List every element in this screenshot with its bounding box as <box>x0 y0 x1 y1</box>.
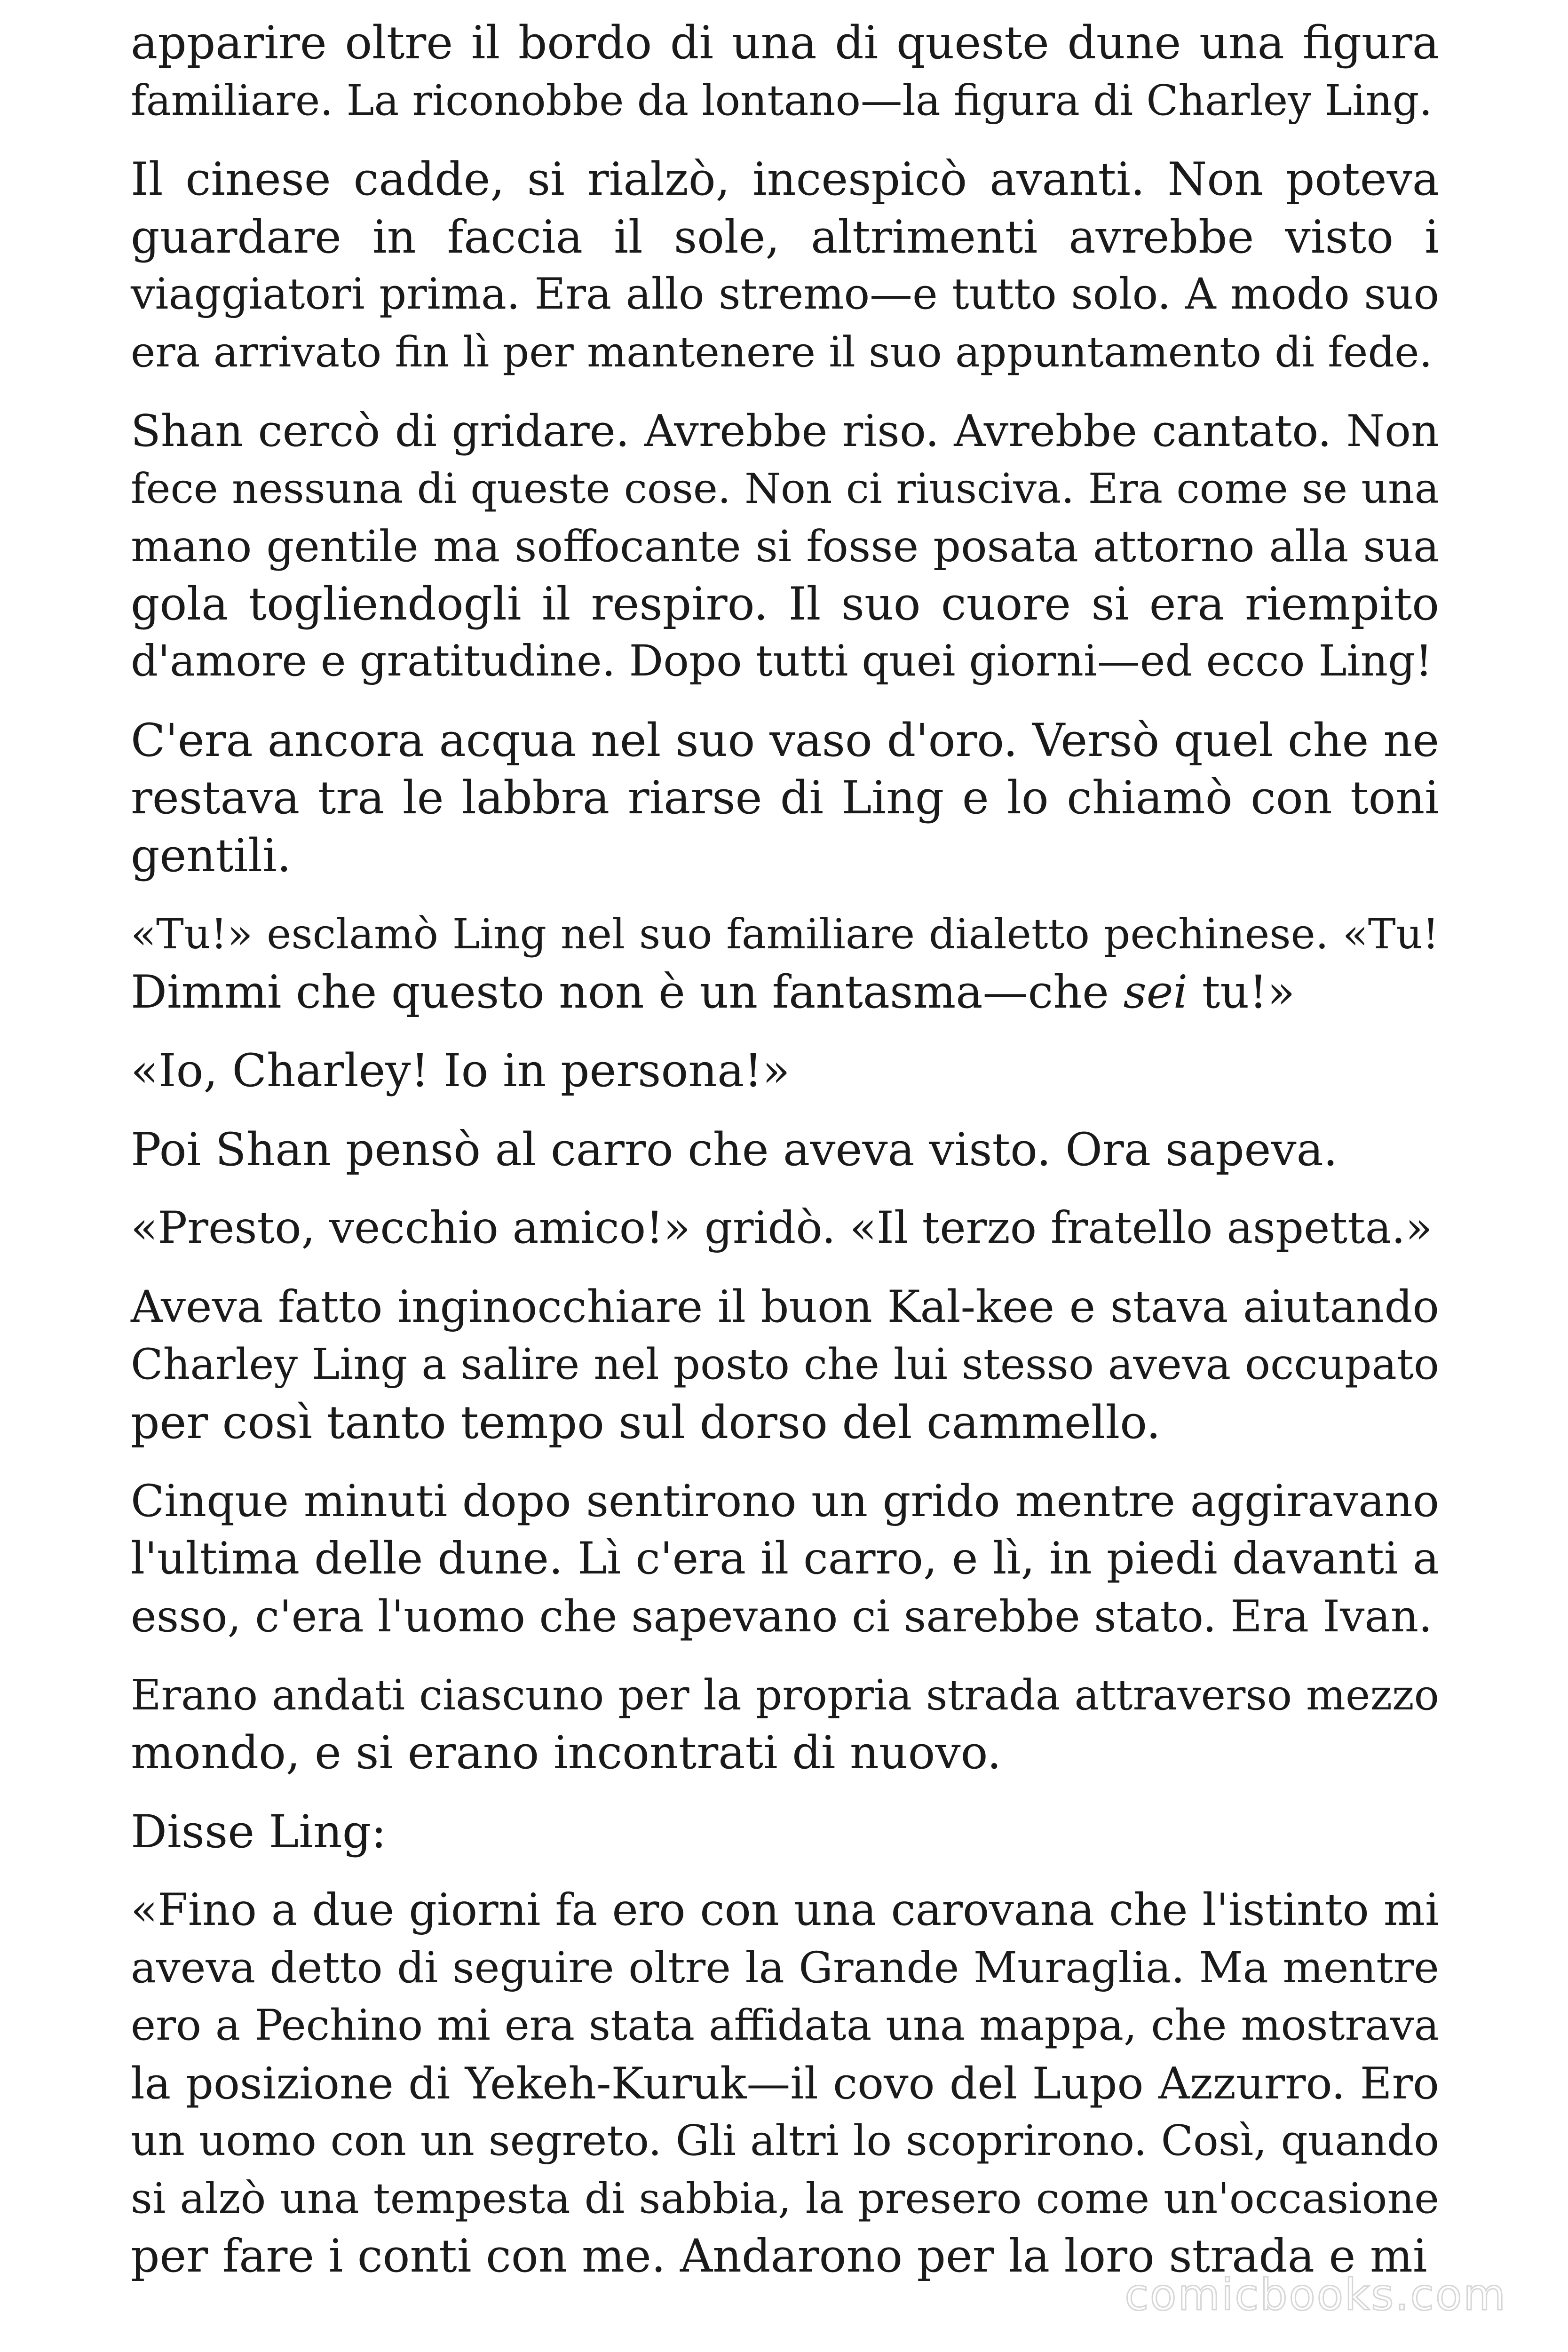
text-segment: Charley Ling a salire nel posto che lui stesso aveva occupato <box>131 1340 1439 1389</box>
text-line <box>131 575 1439 633</box>
text-segment: la posizione di Yekeh-Kuruk—il covo del Lupo Azzurro. Ero <box>131 2058 1439 2109</box>
text-segment: per fare i conti con me. Andarono per la loro strada e mi <box>131 2230 1427 2282</box>
text-line <box>131 151 1439 208</box>
text-segment: Shan cercò di gridare. Avrebbe riso. Avrebbe cantato. Non <box>131 405 1439 456</box>
text-line <box>131 2170 1439 2228</box>
paragraph <box>131 1279 1439 1452</box>
paragraph <box>131 151 1439 381</box>
text-line <box>131 324 1439 381</box>
paragraph <box>131 1803 1439 1861</box>
text-line <box>131 1042 1439 1100</box>
paragraph <box>131 402 1439 691</box>
paragraph <box>131 1472 1439 1645</box>
text-line <box>131 1530 1439 1588</box>
text-segment: «Presto, vecchio amico!» gridò. «Il terzo fratello aspetta.» <box>131 1202 1433 1254</box>
text-line <box>131 72 1439 130</box>
text-segment: aveva detto di seguire oltre la Grande Muraglia. Ma mentre <box>131 1943 1439 1993</box>
text-line <box>131 827 1439 885</box>
text-segment: esso, c'era l'uomo che sapevano ci sarebbe stato. Era Ivan. <box>131 1591 1433 1642</box>
text-segment: Poi Shan pensò al carro che aveva visto. Ora sapeva. <box>131 1123 1338 1176</box>
text-segment: «Tu!» esclamò Ling nel suo familiare dialetto pechinese. «Tu! <box>131 910 1439 958</box>
text-line <box>131 1394 1439 1452</box>
paragraph <box>131 1667 1439 1782</box>
text-segment: Erano andati ciascuno per la propria strada attraverso mezzo <box>131 1670 1439 1719</box>
text-segment: «Fino a due giorni fa ero con una carovana che l'istinto mi <box>131 1884 1439 1936</box>
text-segment: era arrivato fin lì per mantenere il suo appuntamento di fede. <box>131 327 1433 376</box>
text-line <box>131 208 1439 266</box>
text-segment: viaggiatori prima. Era allo stremo—e tutto solo. A modo suo <box>131 270 1439 319</box>
text-line <box>131 1121 1439 1179</box>
text-line <box>131 2112 1439 2170</box>
text-segment: l'ultima delle dune. Lì c'era il carro, e lì, in piedi davanti a <box>131 1533 1439 1584</box>
text-line <box>131 460 1439 518</box>
text-line <box>131 517 1439 575</box>
text-line <box>131 2055 1439 2113</box>
paragraph <box>131 1882 1439 2285</box>
text-segment: Il cinese cadde, si rialzò, incespicò avanti. Non poteva <box>131 153 1439 206</box>
paragraph <box>131 712 1439 885</box>
emphasized-word: sei <box>1123 965 1188 1018</box>
text-line <box>131 402 1439 460</box>
text-line <box>131 1472 1439 1530</box>
text-segment: mano gentile ma soffocante si fosse posata attorno alla sua <box>131 521 1439 572</box>
text-segment: Aveva fatto inginocchiare il buon Kal-kee e stava aiutando <box>131 1281 1439 1333</box>
watermark-logo: comicbooks.com <box>1125 2270 1507 2320</box>
paragraph <box>131 906 1439 1021</box>
text-line <box>131 266 1439 324</box>
text-segment: tu!» <box>1188 965 1295 1018</box>
text-segment: d'amore e gratitudine. Dopo tutti quei giorni—ed ecco Ling! <box>131 636 1433 686</box>
paragraph <box>131 1042 1439 1100</box>
text-line <box>131 1724 1439 1782</box>
text-line <box>131 1997 1439 2055</box>
text-line <box>131 769 1439 827</box>
text-segment: mondo, e si erano incontrati di nuovo. <box>131 1726 1002 1779</box>
text-segment: Cinque minuti dopo sentirono un grido mentre aggiravano <box>131 1475 1439 1526</box>
text-segment: per così tanto tempo sul dorso del cammello. <box>131 1396 1161 1449</box>
text-segment: C'era ancora acqua nel suo vaso d'oro. Versò quel che ne <box>131 714 1439 767</box>
text-segment: Dimmi che questo non è un fantasma—che <box>131 965 1124 1018</box>
text-segment: familiare. La riconobbe da lontano—la figura di Charley Ling. <box>131 76 1433 125</box>
text-line <box>131 633 1439 691</box>
text-line <box>131 1882 1439 1939</box>
text-segment: si alzò una tempesta di sabbia, la presero come un'occasione <box>131 2174 1439 2223</box>
text-line <box>131 1588 1439 1645</box>
paragraph <box>131 14 1439 129</box>
text-segment: restava tra le labbra riarse di Ling e lo chiamò con toni <box>131 771 1439 824</box>
body-text <box>131 14 1439 2306</box>
text-line <box>131 906 1439 963</box>
text-line <box>131 1939 1439 1997</box>
text-segment: un uomo con un segreto. Gli altri lo scoprirono. Così, quando <box>131 2116 1439 2165</box>
text-segment: «Io, Charley! Io in persona!» <box>131 1044 790 1097</box>
text-segment: fece nessuna di queste cose. Non ci riusciva. Era come se una <box>131 464 1439 513</box>
text-segment: guardare in faccia il sole, altrimenti avrebbe visto i <box>131 210 1439 263</box>
paragraph <box>131 1200 1439 1257</box>
text-line <box>131 1336 1439 1394</box>
text-segment: Disse Ling: <box>131 1805 387 1858</box>
paragraph <box>131 1121 1439 1179</box>
text-line <box>131 712 1439 770</box>
text-segment: apparire oltre il bordo di una di queste dune una figura <box>131 16 1439 69</box>
text-line <box>131 1667 1439 1724</box>
text-line <box>131 1803 1439 1861</box>
text-segment: gentili. <box>131 829 292 882</box>
text-segment: ero a Pechino mi era stata affidata una mappa, che mostrava <box>131 2001 1439 2050</box>
text-line <box>131 1279 1439 1336</box>
text-line <box>131 1200 1439 1257</box>
text-segment: gola togliendogli il respiro. Il suo cuore si era riempito <box>131 577 1439 630</box>
text-line <box>131 14 1439 72</box>
text-line <box>131 963 1439 1021</box>
